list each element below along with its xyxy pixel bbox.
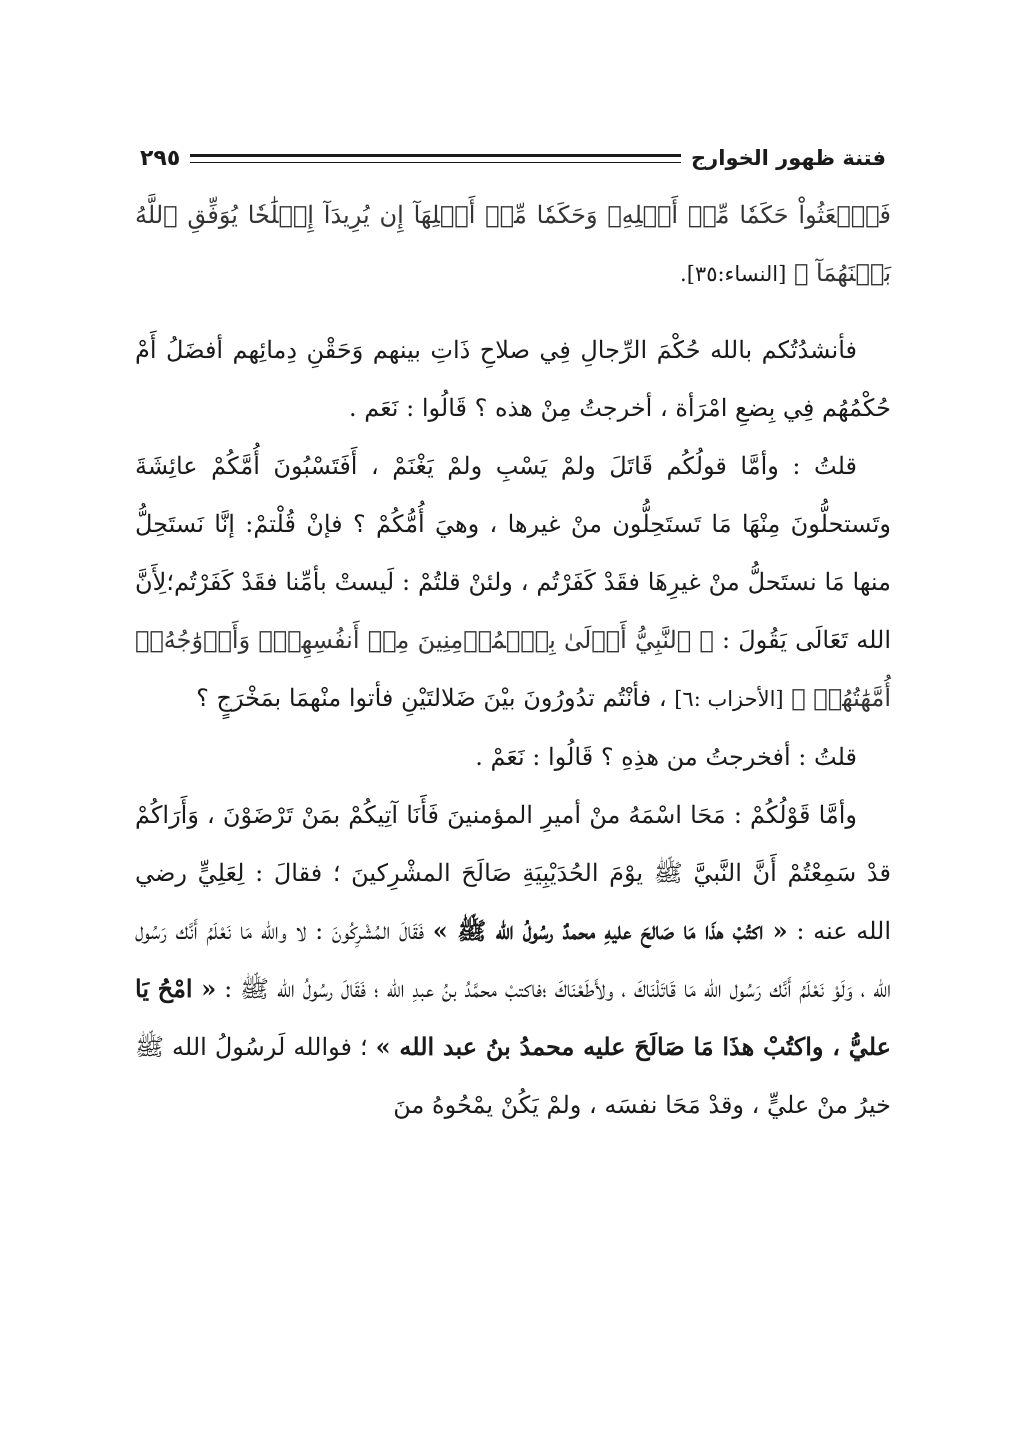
verse-reference: [الأحزاب :٦] (674, 687, 784, 711)
verse-continuation (135, 186, 891, 303)
header-rule (190, 154, 681, 163)
paragraph-text: ؛ فوالله لَرسُولُ الله ﷺ خيرُ منْ عليٍّ ، وقدْ مَحَا نفسَه ، ولمْ يَكُنْ يمْحُوهُ منَ (135, 1033, 891, 1119)
paragraph-text: فأنشدُتُكم بالله حُكْمَ الرِّجالِ فِي صلاحِ ذَاتِ بينهم وَحَقْنِ دِمائِهم أفضَلُ أَمْ حُكْمُهُم فِي بِضعِ امْرَأة ، أخرجتُ مِنْ هذه ؟ قَالُوا : نَعَم . (135, 336, 891, 422)
paragraph (135, 786, 891, 1134)
paragraph-text: ، فأنْتُم تدُورُونَ بيْنَ ضَلالتَيْنِ فأتوا منْهمَا بمَخْرَجٍ ؟ (196, 684, 667, 712)
page-number: ٢٩٥ (140, 145, 181, 171)
paragraph (135, 321, 891, 437)
paragraph (135, 437, 891, 728)
running-title: فتنة ظهور الخوارج (691, 146, 886, 170)
hadith-quote: « اكتُبْ هذَا مَا صَالحَ عليهِ محمدٌ رسُولُ الله ﷺ » (432, 916, 788, 945)
paragraph-text: قلتُ : وأمَّا قولُكُم قَاتَلَ ولمْ يَسْبِ ولمْ يَغْنَمْ ، أَفَتَسْبُونَ أُمَّكُمْ عائِشَةَ وتَستحلُّونَ مِنْهَا مَا تَستَحِلُّون منْ غيرها ، وهيَ أُمُّكُمْ ؟ فإنْ قُلْتمْ: إنَّا نَستَحِلُّ منها مَا نستَحلُّ منْ غيرِهَا فقَدْ كَفَرْتُم ، ولئنْ قلتُمْ : لَيستْ بأمِّنا فقَدْ كَفَرْتُم؛لِأَنَّ الله تَعَالَى يَقُولَ : (135, 452, 892, 654)
quran-verse: ﴿ ٱلنَّبِيُّ أَوۡلَىٰ بِٱلۡمُؤۡمِنِينَ مِنۡ أَنفُسِهِمۡۖ وَأَزۡوَٰجُهُۥٓ أُمَّهَٰتُهُمۡ ﴾ (135, 626, 891, 712)
hadith-quote: « امْحُ يَا عليُّ ، واكتُبْ هذَا مَا صَالَحَ عليه محمدُ بنُ عبد الله » (135, 974, 891, 1061)
paragraph (135, 728, 891, 786)
paragraph-text: قلتُ : أفخرجتُ من هذِهِ ؟ قَالُوا : نَعَمْ . (475, 743, 857, 771)
paragraph-text: وأمَّا قَوْلُكُمْ : مَحَا اسْمَهُ منْ أميرِ المؤمنينَ فَأَنَا آتِيكُمْ بمَنْ تَرْضَوْنَ ، وَأَرَاكُمْ قدْ سَمِعْتُمْ أَنَّ النَّبيَّ ﷺ يوْمَ الحُدَيْبِيَةِ صَالَحَ المشْرِكينَ ؛ فقالَ : لِعَلِيٍّ رضي الله عنه : (135, 801, 891, 945)
quran-verse: فَٱبۡعَثُواْ حَكَمٗا مِّنۡ أَهۡلِهِۦ وَحَكَمٗا مِّنۡ أَهۡلِهَآ إِن يُرِيدَآ إِصۡلَٰحٗا يُوَفِّقِ ٱللَّهُ بَيۡنَهُمَآ ﴾ (135, 201, 891, 287)
paragraph-text: فَقَالَ المُشْرِكُونَ : لا والله مَا نَعْلَمُ أَنَّك رَسُول الله ، وَلَوْ نَعْلَمُ أَنَّك رَسُول الله مَا قَاتَلْنَاكَ ، ولأَطَعْنَاكَ ؛فاكتبْ محمَّدُ بنُ عبدِ الله ؛ فَقَالَ رسُولُ الله ﷺ : (135, 917, 891, 1003)
page-body (135, 186, 891, 1134)
verse-reference: [النساء:٣٥]. (680, 262, 787, 286)
page-header (140, 138, 886, 178)
